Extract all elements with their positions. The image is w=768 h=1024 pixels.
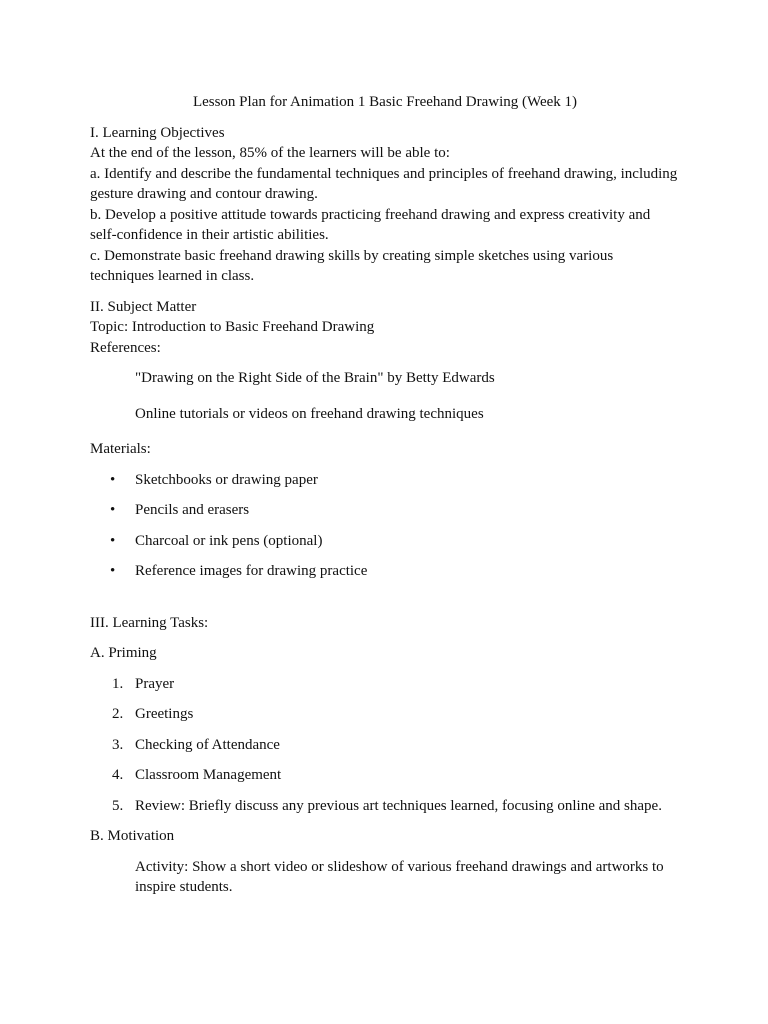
material-item xyxy=(90,470,680,491)
bullet-icon: • xyxy=(110,532,116,549)
document-title: Lesson Plan for Animation 1 Basic Freehand Drawing (Week 1) xyxy=(192,94,578,110)
motivation-heading: B. Motivation xyxy=(90,828,175,844)
materials-label: Materials: xyxy=(90,441,151,457)
bullet-icon: • xyxy=(110,471,116,488)
material-item xyxy=(90,531,680,552)
objective-a: a. Identify and describe the fundamental techniques and principles of freehand drawing, including gesture drawing and contour drawing. xyxy=(90,165,678,202)
material-text: Charcoal or ink pens (optional) xyxy=(135,532,323,549)
material-item xyxy=(90,561,680,582)
priming-text: Review: Briefly discuss any previous art techniques learned, focusing online and shape. xyxy=(135,797,662,814)
document-page xyxy=(90,92,680,913)
references-label: References: xyxy=(90,339,161,356)
priming-item xyxy=(90,674,680,695)
objectives-heading: I. Learning Objectives xyxy=(90,124,225,141)
priming-text: Checking of Attendance xyxy=(135,736,280,753)
material-text: Reference images for drawing practice xyxy=(135,563,368,579)
objective-c: c. Demonstrate basic freehand drawing skills by creating simple sketches using various techniques learned in class. xyxy=(90,247,614,284)
bullet-icon: • xyxy=(110,502,116,518)
subject-heading: II. Subject Matter xyxy=(90,298,197,315)
priming-item xyxy=(90,735,680,756)
material-text: Pencils and erasers xyxy=(135,502,250,518)
priming-text: Prayer xyxy=(135,675,175,692)
priming-text: Classroom Management xyxy=(135,767,282,783)
material-text: Sketchbooks or drawing paper xyxy=(135,471,318,488)
learning-tasks-section xyxy=(90,613,680,898)
list-number: 1. xyxy=(112,675,124,692)
objectives-intro: At the end of the lesson, 85% of the learners will be able to: xyxy=(90,145,450,161)
priming-list xyxy=(90,674,680,817)
material-item xyxy=(90,500,680,521)
list-number: 2. xyxy=(112,706,124,722)
objective-b: b. Develop a positive attitude towards practicing freehand drawing and express creativity and self-confidence in their artistic abilities. xyxy=(90,206,651,243)
priming-item xyxy=(90,704,680,725)
motivation-activity: Activity: Show a short video or slideshow of various freehand drawings and artworks to inspire students. xyxy=(135,858,664,895)
reference-item: "Drawing on the Right Side of the Brain" by Betty Edwards xyxy=(135,370,495,386)
subject-topic: Topic: Introduction to Basic Freehand Drawing xyxy=(90,319,375,335)
bullet-icon: • xyxy=(110,563,116,579)
priming-heading: A. Priming xyxy=(90,645,157,661)
list-number: 4. xyxy=(112,767,124,783)
list-number: 3. xyxy=(112,736,124,753)
priming-item xyxy=(90,796,680,817)
priming-text: Greetings xyxy=(135,706,194,722)
learning-objectives-section xyxy=(90,123,680,287)
subject-matter-section xyxy=(90,297,680,582)
reference-item: Online tutorials or videos on freehand drawing techniques xyxy=(135,405,484,422)
priming-item xyxy=(90,765,680,786)
list-number: 5. xyxy=(112,797,124,814)
tasks-heading: III. Learning Tasks: xyxy=(90,614,209,631)
materials-list xyxy=(90,470,680,582)
